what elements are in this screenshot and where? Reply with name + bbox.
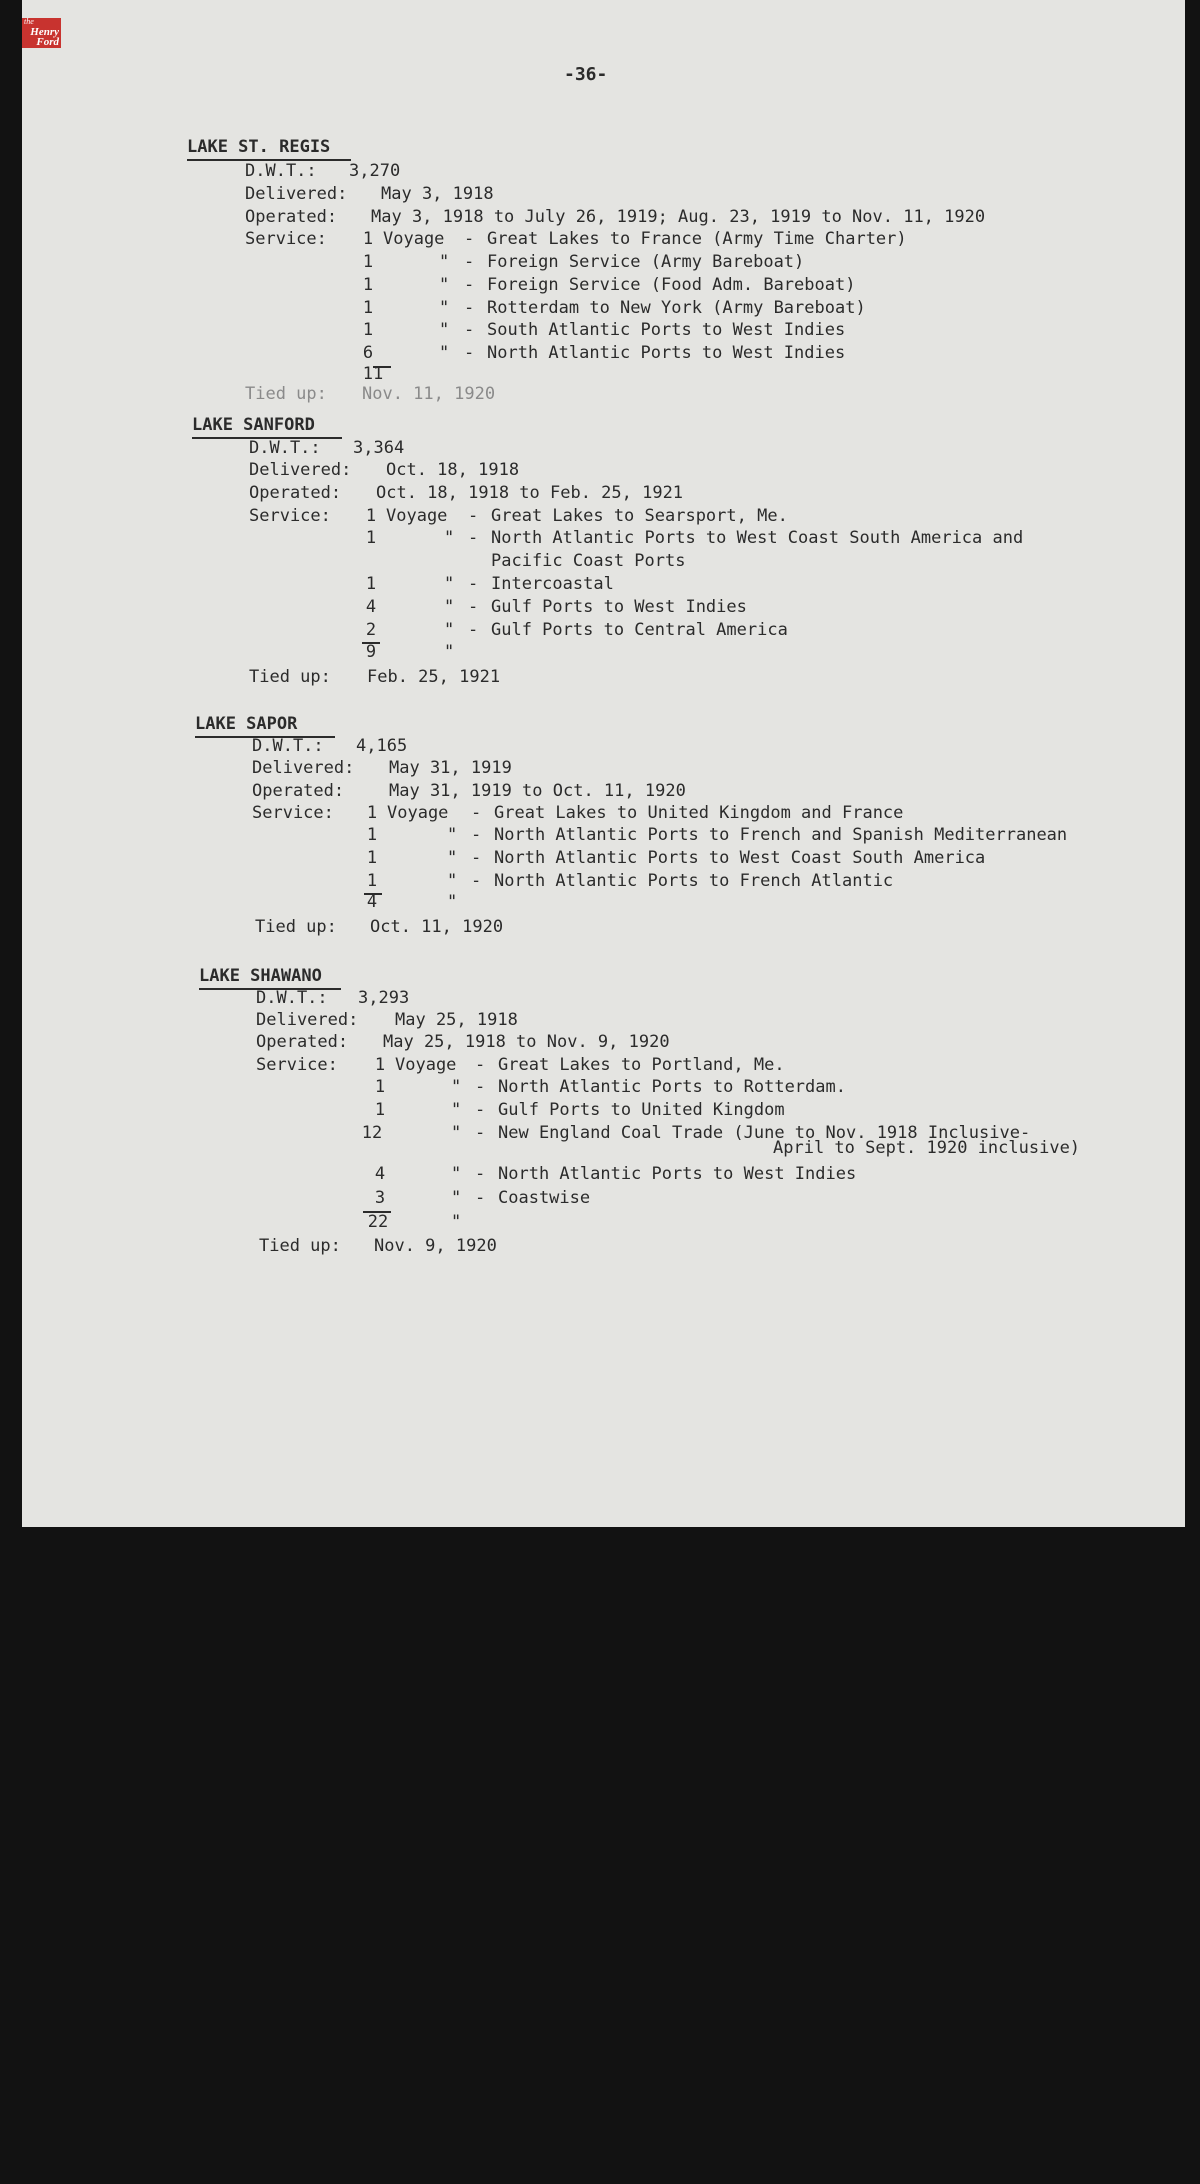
voyage-unit: " (447, 871, 458, 891)
dwt-label: D.W.T.: (256, 988, 328, 1008)
operated-label: Operated: (256, 1032, 349, 1052)
voyage-count: 3 (374, 1188, 386, 1208)
voyage-description: North Atlantic Ports to West Indies (498, 1164, 857, 1184)
tied-up-value: Feb. 25, 1921 (367, 667, 501, 687)
voyage-dash: - (475, 1100, 486, 1120)
voyage-dash: - (471, 825, 482, 845)
voyage-count: 4 (365, 597, 377, 617)
service-label: Service: (256, 1055, 338, 1075)
voyage-total: 22 (367, 1212, 389, 1232)
voyage-unit: " (447, 892, 458, 912)
voyage-count: 1 (366, 848, 378, 868)
voyage-count: 1 (374, 1100, 386, 1120)
voyage-unit: Voyage (387, 803, 449, 823)
voyage-count: 12 (361, 1123, 383, 1143)
dwt-label: D.W.T.: (249, 438, 321, 458)
voyage-count: 1 (362, 252, 374, 272)
logo-name-text: Henry Ford (30, 26, 59, 48)
voyage-count: 1 (374, 1055, 386, 1075)
operated-label: Operated: (249, 483, 342, 503)
service-label: Service: (245, 229, 327, 249)
dwt-label: D.W.T.: (245, 161, 317, 181)
delivered-label: Delivered: (245, 184, 348, 204)
voyage-count: 1 (365, 528, 377, 548)
service-label: Service: (252, 803, 334, 823)
tied-up-value: Oct. 11, 1920 (370, 917, 504, 937)
voyage-dash: - (464, 252, 475, 272)
voyage-count: 1 (362, 275, 374, 295)
tied-up-label: Tied up: (245, 384, 327, 404)
voyage-count: 2 (365, 620, 377, 640)
voyage-description: North Atlantic Ports to French and Spanish Mediterranean (494, 825, 1068, 845)
service-label: Service: (249, 506, 331, 526)
voyage-dash: - (468, 528, 479, 548)
delivered-label: Delivered: (249, 460, 352, 480)
voyage-count: 6 (362, 343, 374, 363)
voyage-unit: " (439, 252, 450, 272)
dwt-value: 3,293 (358, 988, 410, 1008)
operated-label: Operated: (252, 781, 345, 801)
voyage-dash: - (464, 229, 475, 249)
voyage-dash: - (471, 871, 482, 891)
voyage-unit: " (439, 275, 450, 295)
voyage-count: 4 (374, 1164, 386, 1184)
voyage-unit: " (444, 528, 455, 548)
tied-up-value: Nov. 9, 1920 (374, 1236, 497, 1256)
dwt-value: 3,270 (349, 161, 401, 181)
voyage-count: 1 (366, 871, 378, 891)
ship-name: LAKE SAPOR (195, 714, 298, 734)
voyage-dash: - (464, 343, 475, 363)
operated-label: Operated: (245, 207, 338, 227)
delivered-value: Oct. 18, 1918 (386, 460, 520, 480)
delivered-value: May 3, 1918 (381, 184, 494, 204)
voyage-dash: - (464, 298, 475, 318)
voyage-unit: " (451, 1212, 462, 1232)
delivered-value: May 31, 1919 (389, 758, 512, 778)
voyage-dash: - (475, 1164, 486, 1184)
voyage-description: North Atlantic Ports to West Indies (487, 343, 846, 363)
voyage-count: 1 (366, 803, 378, 823)
voyage-description: South Atlantic Ports to West Indies (487, 320, 846, 340)
voyage-dash: - (475, 1055, 486, 1075)
operated-value: Oct. 18, 1918 to Feb. 25, 1921 (376, 483, 684, 503)
voyage-description-continued: Pacific Coast Ports (491, 551, 686, 571)
ship-name: LAKE SHAWANO (199, 966, 322, 986)
voyage-description: New England Coal Trade (June to Nov. 1918 Inclusive- (498, 1123, 1031, 1143)
voyage-unit: " (444, 597, 455, 617)
voyage-dash: - (464, 320, 475, 340)
delivered-label: Delivered: (252, 758, 355, 778)
delivered-value: May 25, 1918 (395, 1010, 518, 1030)
voyage-unit: " (444, 620, 455, 640)
voyage-unit: Voyage (383, 229, 445, 249)
voyage-description: Gulf Ports to Central America (491, 620, 788, 640)
voyage-dash: - (468, 597, 479, 617)
voyage-unit: " (439, 298, 450, 318)
voyage-dash: - (468, 620, 479, 640)
voyage-description: Great Lakes to France (Army Time Charter) (487, 229, 907, 249)
voyage-count: 1 (362, 229, 374, 249)
voyage-dash: - (475, 1077, 486, 1097)
voyage-unit: Voyage (386, 506, 448, 526)
voyage-unit: " (447, 848, 458, 868)
ship-name: LAKE SANFORD (192, 415, 315, 435)
voyage-unit: " (447, 825, 458, 845)
ship-name: LAKE ST. REGIS (187, 137, 331, 157)
voyage-description: North Atlantic Ports to French Atlantic (494, 871, 894, 891)
dwt-label: D.W.T.: (252, 736, 324, 756)
tied-up-label: Tied up: (255, 917, 337, 937)
voyage-dash: - (475, 1123, 486, 1143)
voyage-description: Great Lakes to United Kingdom and France (494, 803, 904, 823)
voyage-description: North Atlantic Ports to West Coast South America (494, 848, 986, 868)
operated-value: May 25, 1918 to Nov. 9, 1920 (383, 1032, 670, 1052)
tied-up-label: Tied up: (249, 667, 331, 687)
voyage-total: 9 (365, 642, 377, 662)
tied-up-label: Tied up: (259, 1236, 341, 1256)
voyage-description: Rotterdam to New York (Army Bareboat) (487, 298, 866, 318)
voyage-dash: - (475, 1188, 486, 1208)
voyage-unit: " (451, 1077, 462, 1097)
voyage-description: Great Lakes to Portland, Me. (498, 1055, 785, 1075)
voyage-count: 1 (366, 825, 378, 845)
voyage-unit: " (444, 642, 455, 662)
tied-up-value: Nov. 11, 1920 (362, 384, 496, 404)
voyage-description: Foreign Service (Army Bareboat) (487, 252, 805, 272)
voyage-description: Foreign Service (Food Adm. Bareboat) (487, 275, 856, 295)
logo-the-text: the (24, 17, 34, 26)
voyage-unit: " (444, 574, 455, 594)
voyage-count: 1 (365, 574, 377, 594)
dwt-value: 3,364 (353, 438, 405, 458)
voyage-dash: - (471, 848, 482, 868)
voyage-description: Coastwise (498, 1188, 591, 1208)
voyage-description: Great Lakes to Searsport, Me. (491, 506, 788, 526)
henry-ford-logo (22, 18, 61, 48)
voyage-total: 11 (362, 364, 384, 384)
voyage-description: North Atlantic Ports to Rotterdam. (498, 1077, 846, 1097)
operated-value: May 3, 1918 to July 26, 1919; Aug. 23, 1919 to Nov. 11, 1920 (371, 207, 986, 227)
voyage-count: 1 (362, 320, 374, 340)
page-number: -36- (564, 64, 608, 85)
voyage-count: 1 (365, 506, 377, 526)
voyage-count: 1 (374, 1077, 386, 1097)
voyage-dash: - (468, 506, 479, 526)
voyage-unit: Voyage (395, 1055, 457, 1075)
voyage-description-continued: April to Sept. 1920 inclusive) (773, 1138, 1081, 1158)
voyage-description: Intercoastal (491, 574, 614, 594)
voyage-unit: " (451, 1100, 462, 1120)
voyage-description: North Atlantic Ports to West Coast South America and (491, 528, 1024, 548)
voyage-dash: - (464, 275, 475, 295)
voyage-unit: " (451, 1188, 462, 1208)
voyage-dash: - (468, 574, 479, 594)
voyage-total: 4 (366, 892, 378, 912)
voyage-unit: " (451, 1164, 462, 1184)
delivered-label: Delivered: (256, 1010, 359, 1030)
voyage-description: Gulf Ports to United Kingdom (498, 1100, 785, 1120)
operated-value: May 31, 1919 to Oct. 11, 1920 (389, 781, 686, 801)
voyage-description: Gulf Ports to West Indies (491, 597, 747, 617)
voyage-count: 1 (362, 298, 374, 318)
document-page (22, 0, 1185, 1527)
voyage-unit: " (451, 1123, 462, 1143)
voyage-unit: " (439, 343, 450, 363)
dwt-value: 4,165 (356, 736, 408, 756)
voyage-unit: " (439, 320, 450, 340)
ship-entry-lake-shawano (199, 965, 1081, 2184)
voyage-dash: - (471, 803, 482, 823)
